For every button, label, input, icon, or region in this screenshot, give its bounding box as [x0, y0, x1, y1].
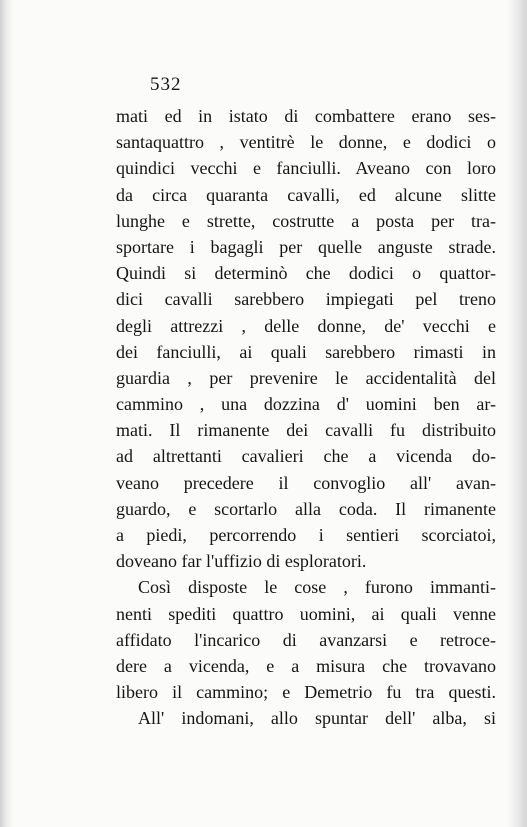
text-line: ad altrettanti cavalieri che a vicenda do-	[116, 446, 496, 467]
binding-shadow	[0, 0, 14, 827]
text-line: da circa quaranta cavalli, ed alcune slitte	[116, 184, 496, 205]
page-number: 532	[150, 74, 182, 95]
text-line: mati. Il rimanente dei cavalli fu distribuito	[116, 420, 496, 441]
text-line: Quindi si determinò che dodici o quattor-	[116, 263, 496, 284]
body-text	[116, 103, 496, 732]
text-line: degli attrezzi , delle donne, de' vecchi e	[116, 315, 496, 336]
text-line: guardia , per prevenire le accidentalità del	[116, 367, 496, 388]
text-line: santaquattro , ventitrè le donne, e dodici o	[116, 132, 496, 153]
text-line: mati ed in istato di combattere erano ses-	[116, 106, 496, 126]
text-line: affidato l'incarico di avanzarsi e retroce-	[116, 629, 496, 650]
text-line: cammino , una dozzina d' uomini ben ar-	[116, 394, 496, 415]
page-edge	[507, 0, 527, 827]
text-line: libero il cammino; e Demetrio fu tra questi.	[116, 682, 496, 703]
text-line: quindici vecchi e fanciulli. Aveano con loro	[116, 158, 496, 179]
text-line: doveano far l'uffizio di esploratori.	[116, 551, 367, 572]
text-line: a piedi, percorrendo i sentieri scorciatoi,	[116, 525, 496, 545]
text-line: guardo, e scortarlo alla coda. Il rimanente	[116, 498, 496, 519]
text-line: dici cavalli sarebbero impiegati pel treno	[116, 289, 496, 310]
text-line: sportare i bagagli per quelle anguste strade.	[116, 236, 496, 257]
text-line: dei fanciulli, ai quali sarebbero rimasti in	[116, 341, 496, 362]
text-line: nenti spediti quattro uomini, ai quali venne	[116, 603, 496, 624]
text-line: Così disposte le cose , furono immanti-	[138, 577, 496, 598]
text-line: All' indomani, allo spuntar dell' alba, si	[138, 708, 496, 729]
text-line: veano precedere il convoglio all' avan-	[116, 472, 496, 493]
text-line: lunghe e strette, costrutte a posta per tra-	[116, 210, 496, 231]
text-line: dere a vicenda, e a misura che trovavano	[116, 655, 496, 676]
